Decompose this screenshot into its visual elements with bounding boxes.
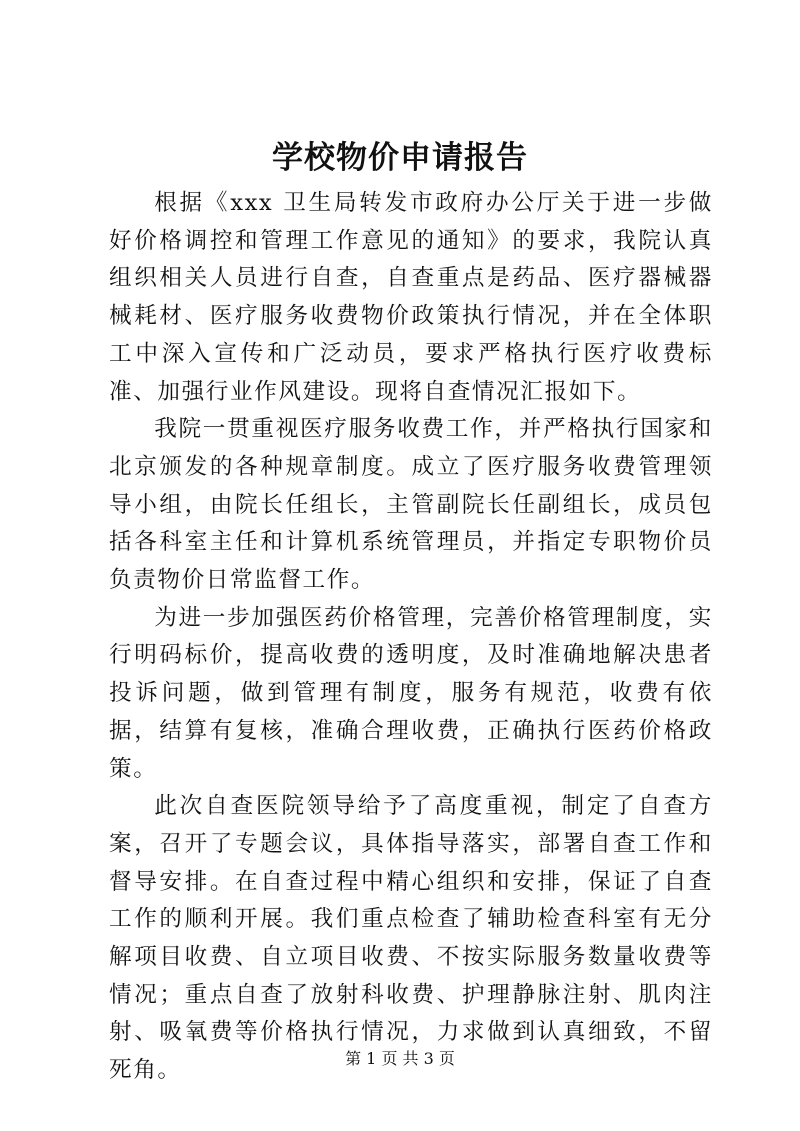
document-body <box>109 185 713 1090</box>
paragraph-2: 我院一贯重视医疗服务收费工作，并严格执行国家和北京颁发的各种规章制度。成立了医疗服务收费管理领导小组，由院长任组长，主管副院长任副组长，成员包括各科室主任和计算机系统管理员，并指定专职物价员负责物价日常监督工作。 <box>109 416 713 594</box>
page-footer: 第 1 页 共 3 页 <box>345 1049 455 1068</box>
paragraph-1: 根据《xxx 卫生局转发市政府办公厅关于进一步做好价格调控和管理工作意见的通知》的要求，我院认真组织相关人员进行自查，自查重点是药品、医疗器械器械耗材、医疗服务收费物价政策执行情况，并在全体职工中深入宣传和广泛动员，要求严格执行医疗收费标准、加强行业作风建设。现将自查情况汇报如下。 <box>109 190 713 405</box>
document-title: 学校物价申请报告 <box>272 140 528 176</box>
paragraph-4: 此次自查医院领导给予了高度重视，制定了自查方案，召开了专题会议，具体指导落实，部署自查工作和督导安排。在自查过程中精心组织和安排，保证了自查工作的顺利开展。我们重点检查了辅助检查科室有无分解项目收费、自立项目收费、不按实际服务数量收费等情况；重点自查了放射科收费、护理静脉注射、肌肉注射、吸氧费等价格执行情况，力求做到认真细致，不留死角。 <box>109 793 713 1084</box>
paragraph-3: 为进一步加强医药价格管理，完善价格管理制度，实行明码标价，提高收费的透明度，及时准确地解决患者投诉问题，做到管理有制度，服务有规范，收费有依据，结算有复核，准确合理收费，正确执行医药价格政策。 <box>109 604 713 782</box>
